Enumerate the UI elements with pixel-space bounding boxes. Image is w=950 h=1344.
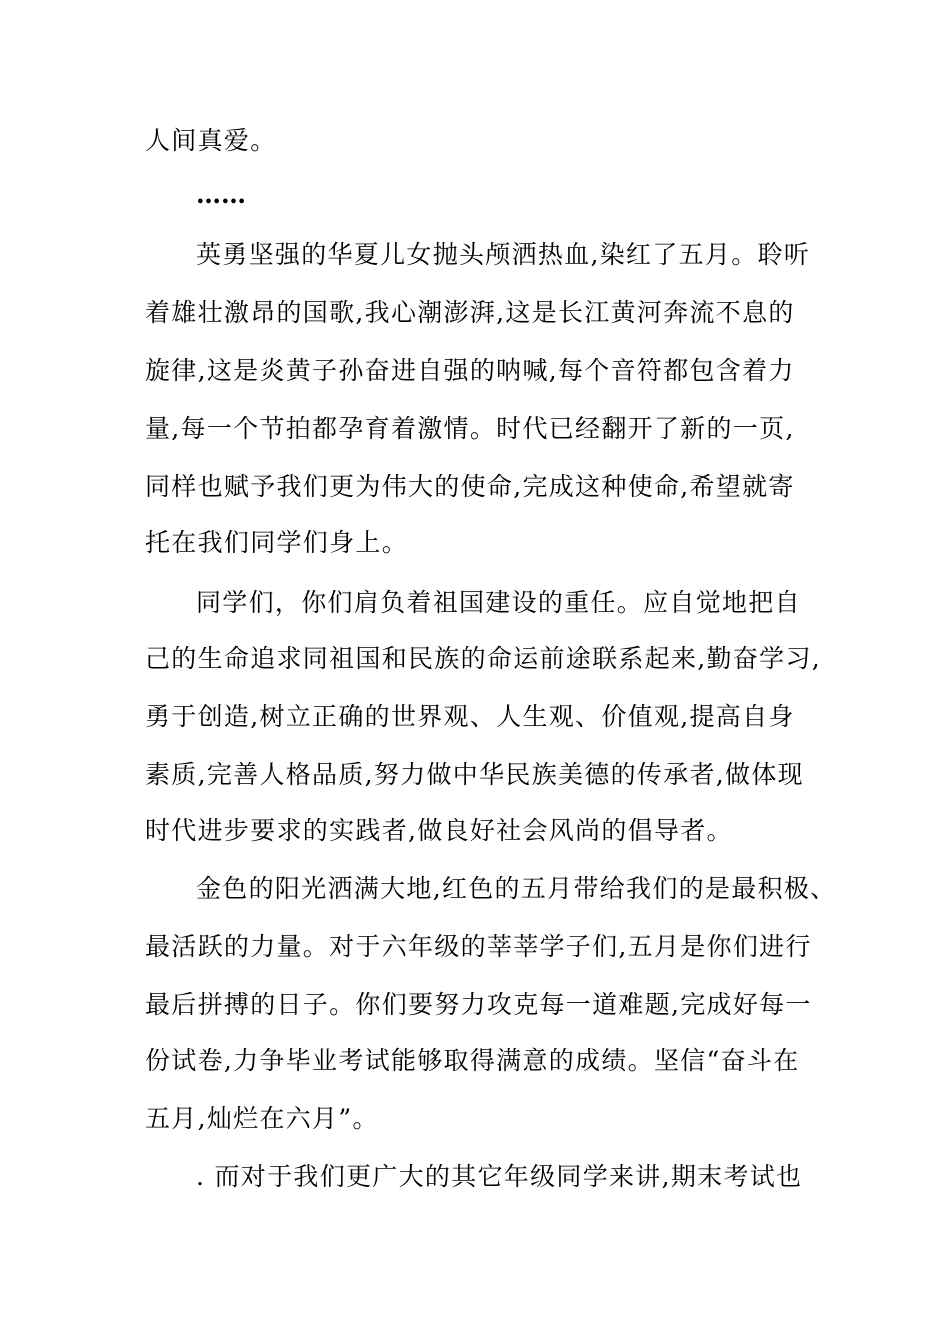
text-line: 勇于创造,树立正确的世界观、人生观、价值观,提高自身: [145, 702, 795, 731]
paragraph-start-line: 同学们，你们肩负着祖国建设的重任。应自觉地把自: [196, 588, 801, 617]
text-line: 最活跃的力量。对于六年级的莘莘学子们,五月是你们进行: [145, 932, 812, 961]
text-line: 旋律,这是炎黄子孙奋进自强的呐喊,每个音符都包含着力: [145, 356, 795, 385]
ellipsis-line: ……: [196, 180, 246, 209]
text-line: 素质,完善人格品质,努力做中华民族美德的传承者,做体现: [145, 760, 804, 789]
text-line: 最后拼搏的日子。你们要努力攻克每一道难题,完成好每一: [145, 990, 812, 1019]
text-line: 五月,灿烂在六月”。: [145, 1104, 379, 1133]
text-line: 同样也赋予我们更为伟大的使命,完成这种使命,希望就寄: [145, 472, 795, 501]
paragraph-start-line: . 而对于我们更广大的其它年级同学来讲,期末考试也: [196, 1162, 803, 1191]
text-line: 着雄壮激昂的国歌,我心潮澎湃,这是长江黄河奔流不息的: [145, 298, 795, 327]
text-line: 己的生命追求同祖国和民族的命运前途联系起来,勤奋学习,: [145, 644, 821, 673]
text-line: 量,每一个节拍都孕育着激情。时代已经翻开了新的一页,: [145, 414, 795, 443]
text-line: 时代进步要求的实践者,做良好社会风尚的倡导者。: [145, 816, 733, 845]
paragraph-start-line: 金色的阳光洒满大地,红色的五月带给我们的是最积极、: [196, 874, 837, 903]
text-line: 托在我们同学们身上。: [145, 528, 409, 557]
text-line: 份试卷,力争毕业考试能够取得满意的成绩。坚信“奋斗在: [145, 1046, 800, 1075]
text-line: 人间真爱。: [145, 126, 277, 155]
paragraph-start-line: 英勇坚强的华夏儿女抛头颅洒热血,染红了五月。聆听: [196, 240, 811, 269]
